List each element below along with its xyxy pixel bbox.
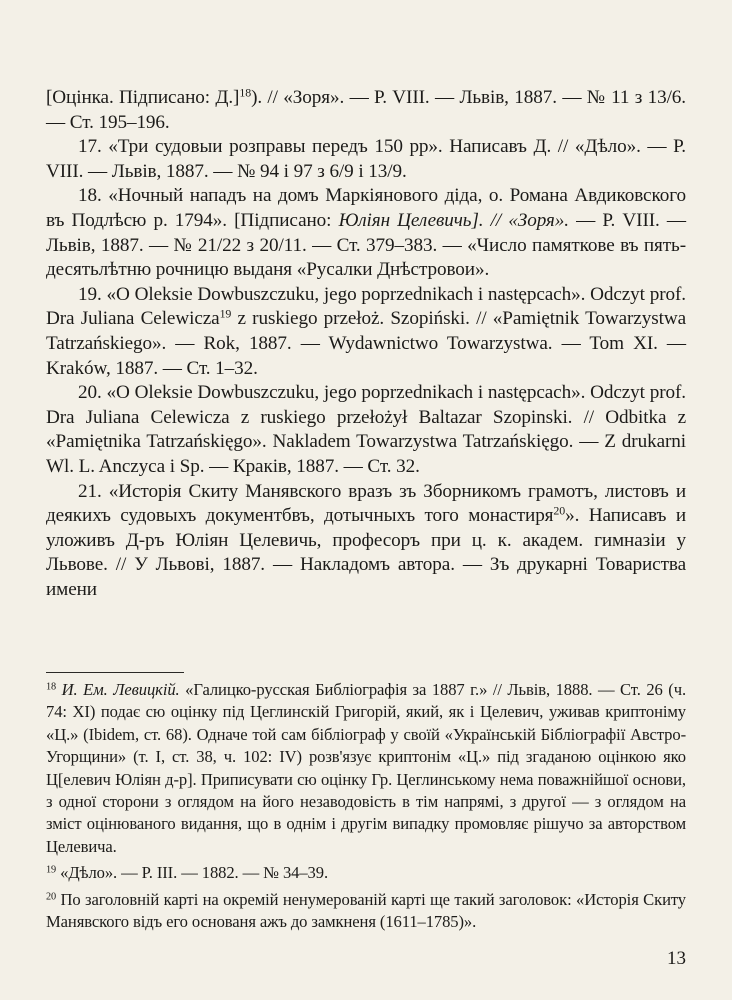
entry-18: 18. «Ночный нападъ на домъ Маркіянового діда, о. Романа Авдиковского въ Подлѣсю р. 1794». [Підписано: Юліян Целевичь]. // «Зоря». — Р. VIII. — Львів, 1887. — № 21/22 з 20/11. — Ст. 379–383. — «Число памяткове въ пять-десятьлѣтню рочницю выданя «Русалки Днѣстровои».	[46, 185, 687, 281]
footnote-20: $^{20}$ По заголовній карті на окремій ненумерованій карті ще такий заголовок: «Исторія Скиту Манявского відъ его основаня ажъ до замкненя (1611–1785)».	[46, 889, 686, 932]
footnote-ref-18: 18	[239, 85, 252, 100]
entry-21: 21. «Исторія Скиту Манявского вразъ зъ Зборникомъ грамотъ, листовъ и деякихъ судовыхъ документбвъ, дотычныхъ того монастиря$^{20}$». Написавъ и уложивъ Д-ръ Юліян Целевичь, професоръ при ц. к. академ. гимназіи у Львове. // У Львові, 1887. — Накладомъ автора. — Зъ друкарні Товариства имени	[46, 480, 686, 600]
footnote-rule	[46, 672, 184, 673]
entry-19: 19. «O Oleksie Dowbuszczuku, jego poprzednikach i następcach». Odczyt prof. Dra Juliana Celewicza$^{19}$ z ruskiego przełoż. Szopiński. // «Pamiętnik Towarzystwa Tatrzańskiego». — Rok, 1887. — Wydawnictwo Towarzystwa. — Tom XI. — Kraków, 1887. — Ст. 1–32.	[46, 283, 686, 379]
entry-16-continuation: [Оцінка. Підписано: Д.]$^{18}$). // «Зоря». — Р. VIII. — Львів, 1887. — № 11 з 13/6. — Ст. 195–196.	[46, 85, 686, 133]
entry-17: 17. «Три судовыи розправы передъ 150 рр». Написавъ Д. // «Дѣло». — Р. VIII. — Львів, 1887. — № 94 і 97 з 6/9 і 13/9.	[46, 136, 686, 182]
footnote-18: $^{18}$ И. Ем. Левицкій. «Галицко-русская Библіографія за 1887 г.» // Львів, 1888. — Ст. 26 (ч. 74: XI) подає сю оцінку під Цеглинскій Григорій, який, як і Целевич, уживав криптоніму «Ц.» (Ibidem, ст. 68). Одначе той сам бібліограф у своїй «Українській Бібліографії Австро-Угорщини» (т. І, ст. 38, ч. 102: IV) розв'язує криптонім «Ц.» під згаданою оцінкою яко Ц[елевич Юліян д-р]. Приписувати сю оцінку Гр. Цеглинському нема поважнійшої основи, з одної сторони з оглядом на його незаводовість в тім напрямі, з другої — з оглядом на зміст оцінюваного видання, що в однім і другім випадку промовляє рішучо за авторством Целевича.	[46, 680, 686, 856]
footnote-19: $^{19}$ «Дѣло». — Р. ІІІ. — 1882. — № 34–39.	[46, 863, 328, 883]
page-number: 13	[667, 948, 686, 969]
entry-20: 20. «O Oleksie Dowbuszczuku, jego poprzednikach i następcach». Odczyt prof. Dra Juliana Celewicza z ruskiego przełożył Baltazar Szopinski. // Odbitka z «Pamiętnika Tatrzańskięgo». Nakladem Towarzystwa Tatrzańskięgo. — Z drukarni Wl. L. Anczyca i Sp. — Краків, 1887. — Ст. 32.	[46, 382, 686, 477]
footnotes	[46, 672, 686, 937]
footnote-ref-20: 20	[553, 503, 566, 518]
footnote-ref-19: 19	[219, 306, 232, 321]
main-text	[46, 86, 686, 602]
